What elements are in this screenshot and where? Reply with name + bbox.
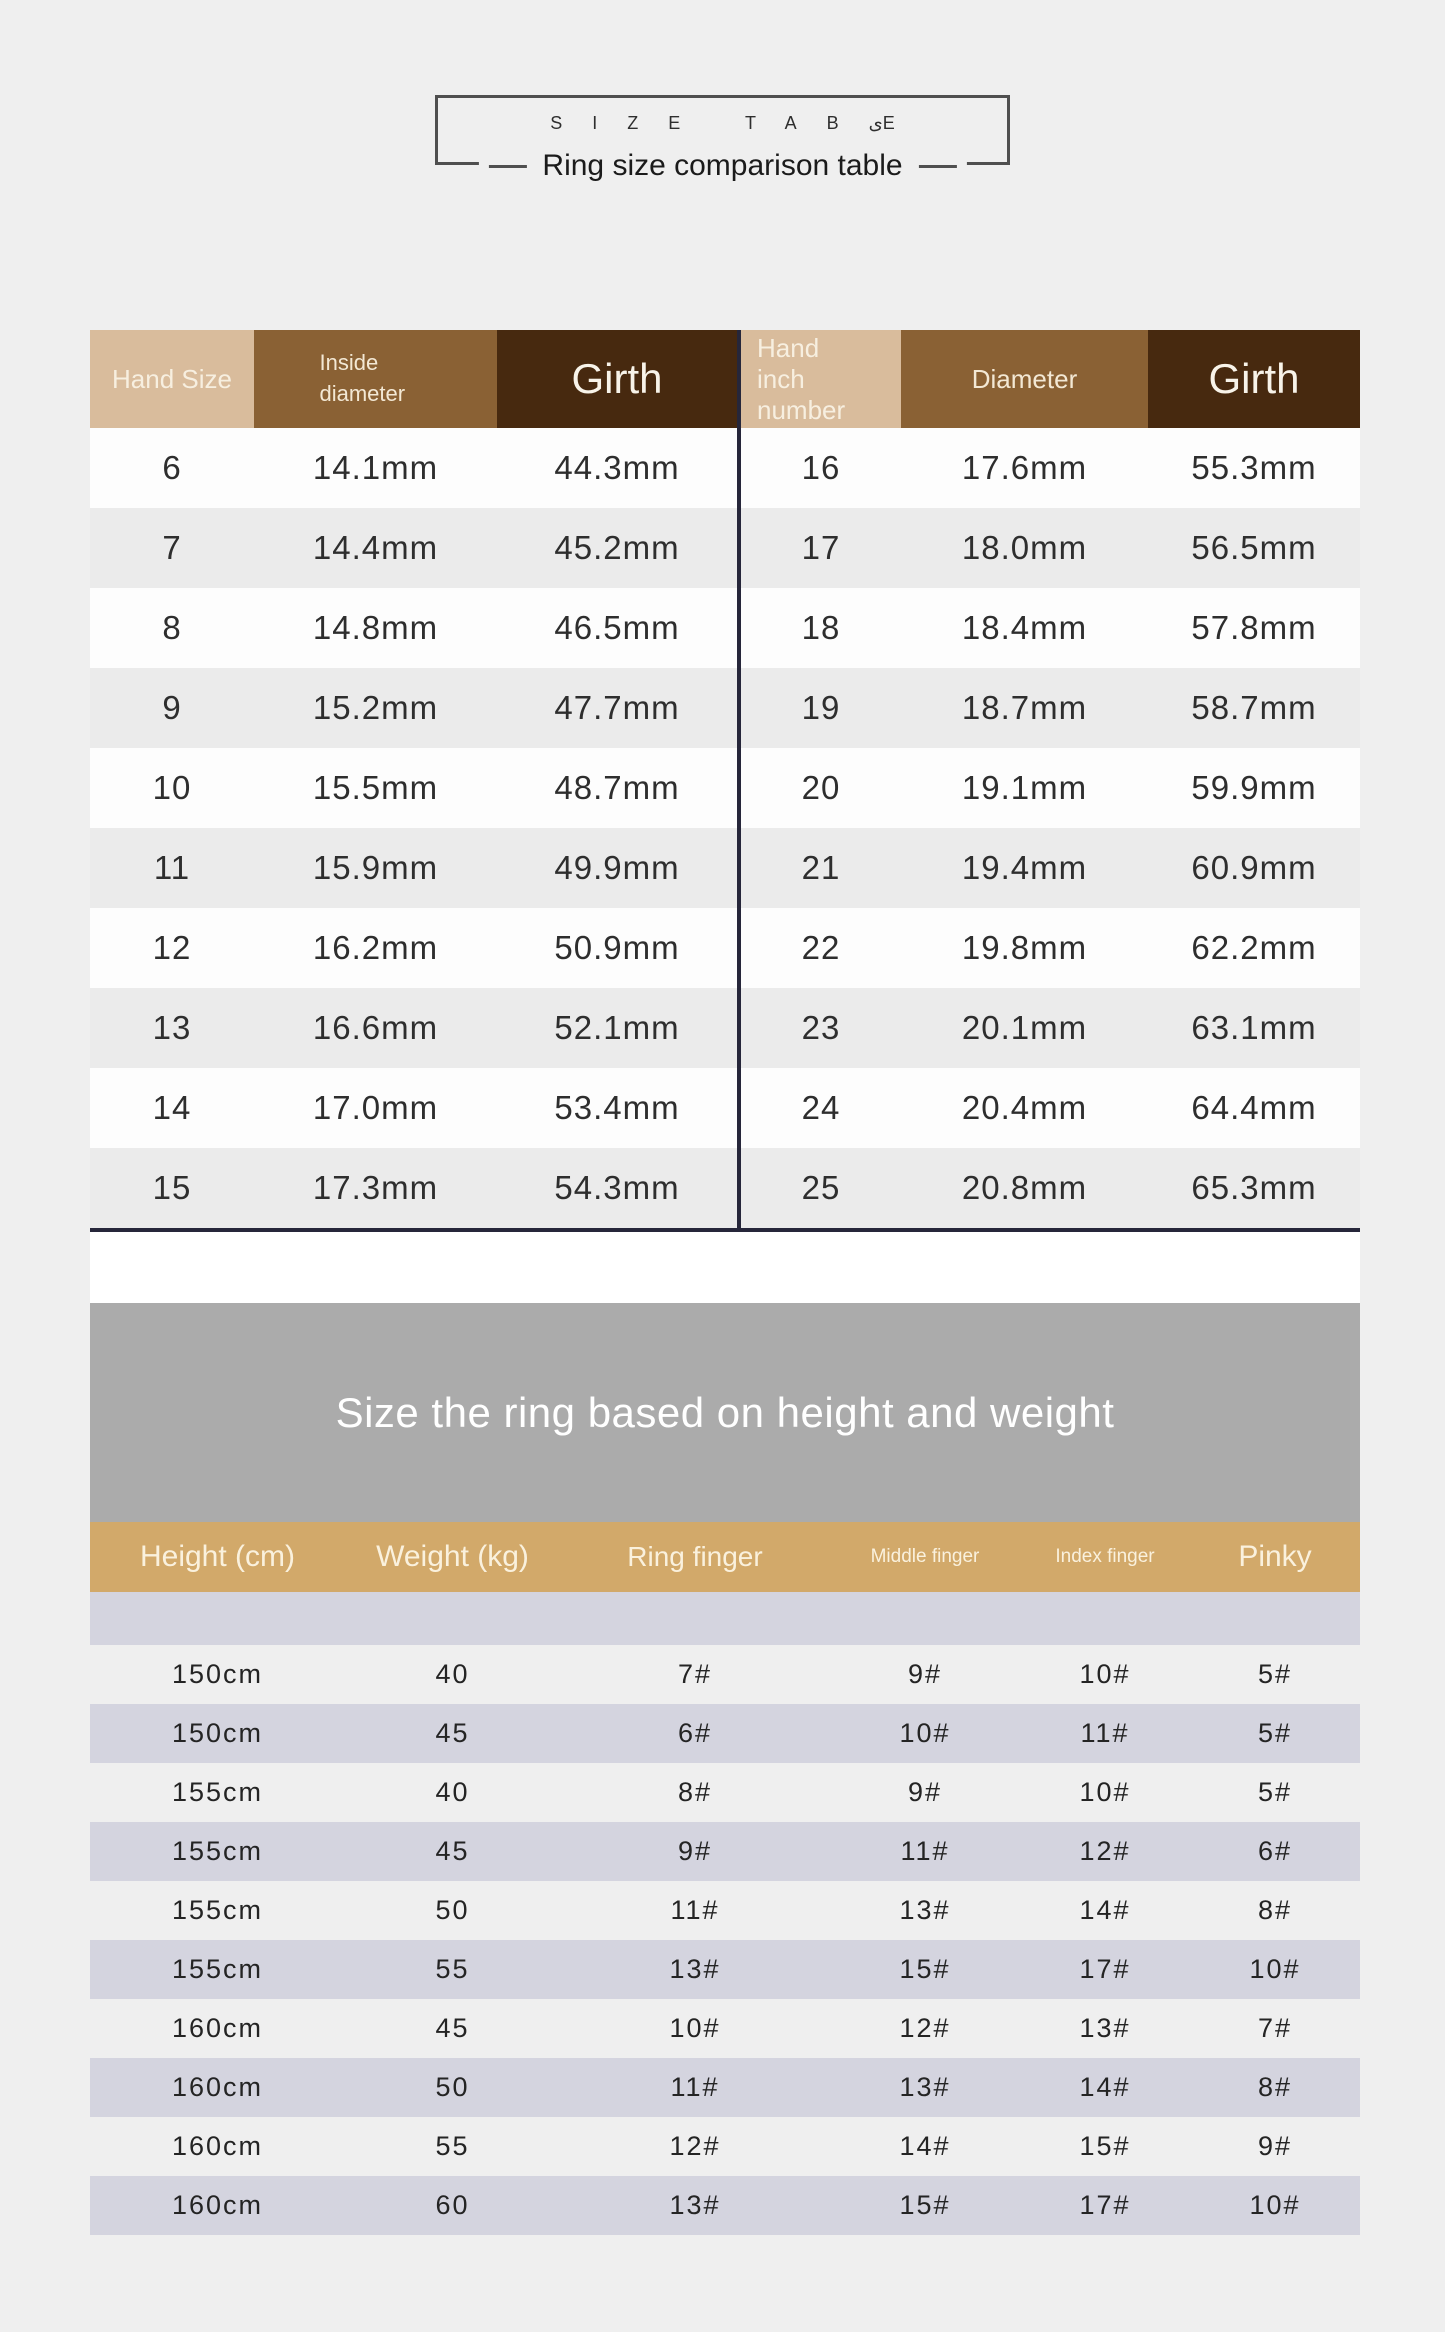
- column-header-girth-left: Girth: [497, 330, 737, 428]
- cell-hand-size: 11: [153, 849, 191, 886]
- cell-weight: 40: [435, 1659, 470, 1689]
- column-header-inside-diameter: [254, 330, 497, 428]
- height-weight-row: [90, 1822, 1360, 1881]
- cell-girth-right: 62.2mm: [1191, 929, 1317, 966]
- cell-diameter: 18.7mm: [961, 689, 1088, 726]
- cell-middle-finger: 11#: [900, 1836, 950, 1866]
- column-header-middle-finger: Middle finger: [870, 1546, 980, 1567]
- column-header-diameter: Diameter: [901, 330, 1148, 428]
- cell-girth-left: 44.3mm: [554, 449, 680, 486]
- cell-pinky: 5#: [1257, 1718, 1293, 1748]
- cell-inside-diameter: 14.1mm: [312, 449, 439, 486]
- cell-pinky: 8#: [1257, 1895, 1293, 1925]
- cell-ring-finger: 6#: [677, 1718, 713, 1748]
- height-weight-row: [90, 1999, 1360, 2058]
- cell-diameter: 18.4mm: [961, 609, 1088, 646]
- cell-girth-right: 65.3mm: [1191, 1169, 1317, 1206]
- cell-hand-inch-number: 19: [801, 689, 841, 726]
- cell-hand-inch-number: 18: [801, 609, 841, 646]
- cell-ring-finger: 7#: [677, 1659, 713, 1689]
- cell-index-finger: 10#: [1079, 1777, 1131, 1807]
- cell-ring-finger: 10#: [669, 2013, 721, 2043]
- cell-ring-finger: 12#: [669, 2131, 721, 2161]
- cell-middle-finger: 13#: [899, 1895, 951, 1925]
- cell-diameter: 20.8mm: [961, 1169, 1088, 1206]
- height-weight-row: [90, 2176, 1360, 2235]
- cell-weight: 40: [435, 1777, 470, 1807]
- column-header-hand-inch-number-label: Hand inch number: [757, 332, 846, 425]
- cell-hand-inch-number: 24: [801, 1089, 841, 1126]
- size-table-row: [90, 908, 1360, 988]
- height-weight-row: [90, 1940, 1360, 1999]
- cell-height: 155cm: [171, 1777, 264, 1807]
- cell-index-finger: 15#: [1079, 2131, 1131, 2161]
- spacer-row: [90, 1592, 1360, 1645]
- height-weight-table: [90, 1522, 1360, 2235]
- cell-inside-diameter: 15.2mm: [312, 689, 439, 726]
- cell-height: 155cm: [171, 1895, 264, 1925]
- cell-hand-inch-number: 20: [801, 769, 841, 806]
- cell-pinky: 7#: [1257, 2013, 1293, 2043]
- column-header-hand-inch-number: [741, 330, 901, 428]
- page-title: Ring size comparison table: [542, 149, 903, 182]
- cell-index-finger: 12#: [1079, 1836, 1131, 1866]
- column-header-hand-size: Hand Size: [90, 330, 254, 428]
- cell-girth-left: 46.5mm: [554, 609, 680, 646]
- cell-weight: 60: [435, 2190, 470, 2220]
- cell-hand-inch-number: 21: [801, 849, 841, 886]
- column-header-height: Height (cm): [139, 1540, 296, 1573]
- height-weight-row: [90, 1645, 1360, 1704]
- cell-hand-size: 12: [152, 929, 192, 966]
- cell-girth-left: 53.4mm: [554, 1089, 680, 1126]
- cell-pinky: 5#: [1257, 1659, 1293, 1689]
- cell-index-finger: 11#: [1080, 1718, 1130, 1748]
- cell-girth-left: 52.1mm: [554, 1009, 680, 1046]
- cell-ring-finger: 13#: [669, 1954, 721, 1984]
- cell-height: 160cm: [171, 2131, 264, 2161]
- cell-pinky: 9#: [1257, 2131, 1293, 2161]
- cell-index-finger: 17#: [1079, 1954, 1131, 1984]
- cell-girth-right: 63.1mm: [1191, 1009, 1317, 1046]
- cell-diameter: 20.4mm: [961, 1089, 1088, 1126]
- cell-middle-finger: 13#: [899, 2072, 951, 2102]
- size-table-row: [90, 1068, 1360, 1148]
- size-table-row: [90, 828, 1360, 908]
- column-header-index-finger: Index finger: [1055, 1546, 1155, 1567]
- cell-girth-right: 56.5mm: [1191, 529, 1317, 566]
- cell-pinky: 8#: [1257, 2072, 1293, 2102]
- cell-girth-right: 55.3mm: [1191, 449, 1317, 486]
- cell-diameter: 19.4mm: [961, 849, 1088, 886]
- cell-hand-inch-number: 22: [801, 929, 841, 966]
- cell-inside-diameter: 15.9mm: [312, 849, 439, 886]
- cell-girth-right: 64.4mm: [1191, 1089, 1317, 1126]
- cell-height: 160cm: [171, 2072, 264, 2102]
- column-header-ring-finger: Ring finger: [627, 1541, 763, 1572]
- cell-girth-right: 59.9mm: [1191, 769, 1317, 806]
- cell-diameter: 20.1mm: [961, 1009, 1088, 1046]
- cell-height: 160cm: [171, 2190, 264, 2220]
- cell-index-finger: 14#: [1079, 2072, 1131, 2102]
- ring-size-table-body: [90, 428, 1360, 1228]
- cell-girth-left: 54.3mm: [554, 1169, 680, 1206]
- size-table-row: [90, 588, 1360, 668]
- title-right-dash: [919, 165, 957, 168]
- size-table-row: [90, 988, 1360, 1068]
- cell-height: 150cm: [171, 1718, 264, 1748]
- cell-weight: 55: [435, 2131, 470, 2161]
- cell-girth-right: 57.8mm: [1191, 609, 1317, 646]
- cell-ring-finger: 13#: [669, 2190, 721, 2220]
- cell-ring-finger: 11#: [670, 1895, 720, 1925]
- height-weight-banner-title: Size the ring based on height and weight: [335, 1388, 1115, 1436]
- height-weight-row: [90, 1763, 1360, 1822]
- cell-girth-left: 50.9mm: [554, 929, 680, 966]
- page-title-row: [478, 147, 966, 185]
- size-table-title-box: [435, 95, 1010, 182]
- cell-hand-inch-number: 17: [801, 529, 841, 566]
- cell-weight: 55: [435, 1954, 470, 1984]
- cell-middle-finger: 15#: [899, 1954, 951, 1984]
- size-table-row: [90, 428, 1360, 508]
- cell-pinky: 10#: [1249, 2190, 1301, 2220]
- height-weight-table-body: [90, 1645, 1360, 2235]
- height-weight-banner: [90, 1303, 1360, 1522]
- cell-pinky: 6#: [1257, 1836, 1293, 1866]
- size-table-row: [90, 748, 1360, 828]
- cell-index-finger: 13#: [1079, 2013, 1131, 2043]
- cell-hand-size: 7: [162, 529, 182, 566]
- cell-hand-size: 14: [152, 1089, 192, 1126]
- cell-pinky: 5#: [1257, 1777, 1293, 1807]
- cell-height: 150cm: [171, 1659, 264, 1689]
- ring-size-table: [90, 330, 1360, 1232]
- cell-diameter: 19.8mm: [961, 929, 1088, 966]
- cell-middle-finger: 15#: [899, 2190, 951, 2220]
- cell-hand-inch-number: 25: [801, 1169, 841, 1206]
- cell-hand-size: 15: [152, 1169, 192, 1206]
- cell-pinky: 10#: [1249, 1954, 1301, 1984]
- cell-diameter: 19.1mm: [961, 769, 1088, 806]
- cell-weight: 50: [435, 2072, 470, 2102]
- cell-hand-size: 13: [152, 1009, 192, 1046]
- cell-inside-diameter: 16.2mm: [312, 929, 439, 966]
- cell-hand-size: 9: [162, 689, 182, 726]
- cell-index-finger: 17#: [1079, 2190, 1131, 2220]
- cell-middle-finger: 12#: [899, 2013, 951, 2043]
- height-weight-row: [90, 1881, 1360, 1940]
- cell-inside-diameter: 17.3mm: [312, 1169, 439, 1206]
- cell-girth-left: 48.7mm: [554, 769, 680, 806]
- cell-ring-finger: 11#: [670, 2072, 720, 2102]
- cell-inside-diameter: 15.5mm: [312, 769, 439, 806]
- cell-inside-diameter: 17.0mm: [312, 1089, 439, 1126]
- size-table-row: [90, 1148, 1360, 1228]
- cell-weight: 50: [435, 1895, 470, 1925]
- cell-weight: 45: [435, 2013, 470, 2043]
- cell-inside-diameter: 14.8mm: [312, 609, 439, 646]
- cell-girth-right: 60.9mm: [1191, 849, 1317, 886]
- cell-hand-size: 10: [152, 769, 192, 806]
- cell-index-finger: 14#: [1079, 1895, 1131, 1925]
- cell-girth-left: 49.9mm: [554, 849, 680, 886]
- column-header-weight: Weight (kg): [376, 1540, 529, 1573]
- cell-middle-finger: 9#: [907, 1659, 943, 1689]
- height-weight-row: [90, 1704, 1360, 1763]
- ring-size-table-header: [90, 330, 1360, 428]
- column-header-inside-diameter-label: Inside diameter: [319, 350, 406, 406]
- cell-inside-diameter: 16.6mm: [312, 1009, 439, 1046]
- cell-height: 155cm: [171, 1954, 264, 1984]
- cell-middle-finger: 9#: [907, 1777, 943, 1807]
- height-weight-row: [90, 2058, 1360, 2117]
- cell-hand-size: 8: [162, 609, 182, 646]
- cell-hand-size: 6: [162, 449, 182, 486]
- cell-diameter: 17.6mm: [961, 449, 1088, 486]
- cell-inside-diameter: 14.4mm: [312, 529, 439, 566]
- cell-girth-left: 45.2mm: [554, 529, 680, 566]
- cell-index-finger: 10#: [1079, 1659, 1131, 1689]
- cell-height: 160cm: [171, 2013, 264, 2043]
- size-table-row: [90, 668, 1360, 748]
- cell-ring-finger: 9#: [677, 1836, 713, 1866]
- column-header-pinky: Pinky: [1238, 1540, 1312, 1573]
- cell-diameter: 18.0mm: [961, 529, 1088, 566]
- title-left-dash: [488, 165, 526, 168]
- size-table-row: [90, 508, 1360, 588]
- cell-hand-inch-number: 16: [801, 449, 841, 486]
- cell-ring-finger: 8#: [677, 1777, 713, 1807]
- cell-weight: 45: [435, 1836, 470, 1866]
- cell-middle-finger: 14#: [899, 2131, 951, 2161]
- column-header-girth-right: Girth: [1148, 330, 1360, 428]
- size-table-letters: SIZE TABىE: [550, 113, 925, 133]
- height-weight-row: [90, 2117, 1360, 2176]
- cell-hand-inch-number: 23: [801, 1009, 841, 1046]
- cell-weight: 45: [435, 1718, 470, 1748]
- cell-girth-left: 47.7mm: [554, 689, 680, 726]
- cell-girth-right: 58.7mm: [1191, 689, 1317, 726]
- cell-height: 155cm: [171, 1836, 264, 1866]
- cell-middle-finger: 10#: [899, 1718, 951, 1748]
- white-strip: [90, 1232, 1360, 1303]
- height-weight-table-header: [90, 1522, 1360, 1592]
